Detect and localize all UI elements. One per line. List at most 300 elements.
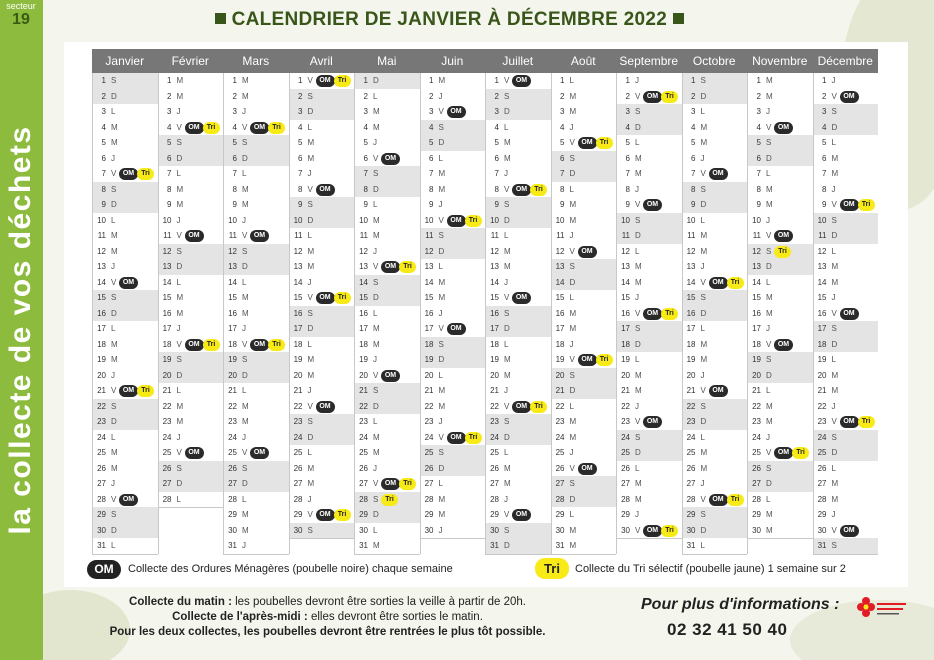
weekday-letter: M bbox=[700, 339, 708, 349]
weekday-letter: D bbox=[766, 479, 772, 488]
day-row bbox=[485, 430, 551, 447]
om-badge: OM bbox=[250, 122, 269, 134]
weekday-letter: M bbox=[831, 494, 839, 504]
weekday-letter: D bbox=[373, 184, 379, 194]
weekday-letter: L bbox=[373, 91, 378, 101]
day-number: 11 bbox=[163, 231, 172, 240]
day-row bbox=[747, 244, 813, 261]
weekday-letter: M bbox=[373, 324, 380, 333]
day-row bbox=[747, 275, 813, 292]
weekday-letter: M bbox=[700, 231, 708, 240]
day-number: 1 bbox=[625, 76, 630, 85]
weekday-letter: J bbox=[242, 215, 246, 225]
day-number: 21 bbox=[97, 386, 106, 395]
day-row bbox=[747, 321, 813, 338]
day-number: 15 bbox=[424, 293, 434, 302]
day-row bbox=[354, 492, 420, 509]
tri-badge: Tri bbox=[661, 525, 678, 537]
day-row bbox=[420, 73, 486, 90]
day-row bbox=[158, 259, 224, 276]
day-row bbox=[747, 89, 813, 106]
weekday-letter: L bbox=[111, 541, 116, 550]
day-number: 1 bbox=[167, 76, 172, 85]
day-row bbox=[223, 507, 289, 524]
weekday-letter: V bbox=[438, 324, 444, 333]
day-row bbox=[158, 476, 224, 493]
day-number: 25 bbox=[752, 448, 761, 457]
weekday-letter: M bbox=[766, 184, 773, 194]
day-row bbox=[223, 430, 289, 447]
tri-badge: Tri bbox=[530, 184, 547, 196]
day-number: 21 bbox=[293, 386, 303, 395]
weekday-letter: L bbox=[831, 355, 836, 364]
weekday-letter: D bbox=[700, 200, 707, 209]
day-row bbox=[92, 430, 158, 447]
day-number: 21 bbox=[686, 386, 696, 395]
weekday-letter: D bbox=[307, 107, 314, 116]
day-number: 7 bbox=[363, 169, 368, 178]
day-number: 1 bbox=[101, 76, 106, 85]
day-number: 11 bbox=[818, 231, 827, 240]
weekday-letter: M bbox=[831, 169, 839, 178]
tri-badge: Tri bbox=[334, 509, 351, 521]
weekday-letter: J bbox=[766, 324, 770, 333]
day-number: 13 bbox=[162, 262, 172, 271]
weekday-letter: J bbox=[504, 169, 508, 178]
day-number: 5 bbox=[494, 138, 499, 147]
weekday-letter: M bbox=[242, 91, 249, 101]
day-number: 5 bbox=[363, 138, 368, 147]
day-row bbox=[682, 166, 748, 183]
day-number: 21 bbox=[490, 386, 499, 395]
day-number: 13 bbox=[228, 262, 237, 271]
day-row bbox=[813, 476, 879, 493]
day-row bbox=[813, 352, 879, 369]
weekday-letter: L bbox=[307, 448, 312, 457]
weekday-letter: M bbox=[438, 277, 446, 287]
weekday-letter: J bbox=[111, 262, 115, 271]
title-text: CALENDRIER DE JANVIER À DÉCEMBRE 2022 bbox=[231, 9, 668, 30]
day-number: 28 bbox=[490, 494, 499, 504]
om-badge: OM bbox=[643, 308, 662, 320]
weekday-letter: D bbox=[569, 277, 576, 287]
day-number: 15 bbox=[686, 293, 696, 302]
weekday-letter: J bbox=[438, 91, 443, 101]
weekday-letter: S bbox=[700, 184, 706, 194]
day-number: 12 bbox=[97, 246, 106, 256]
day-row bbox=[223, 73, 289, 90]
day-row bbox=[682, 120, 748, 137]
weekday-letter: V bbox=[373, 153, 379, 163]
om-badge: OM bbox=[774, 339, 793, 351]
day-number: 9 bbox=[167, 200, 172, 209]
day-row bbox=[616, 275, 682, 292]
day-row bbox=[813, 182, 879, 199]
day-row bbox=[747, 182, 813, 199]
day-number: 27 bbox=[817, 479, 827, 488]
day-row bbox=[420, 166, 486, 183]
weekday-letter: J bbox=[831, 76, 836, 85]
om-badge: OM bbox=[250, 339, 269, 351]
day-row bbox=[485, 445, 551, 462]
day-row bbox=[682, 507, 748, 524]
day-row bbox=[682, 430, 748, 447]
weekday-letter: M bbox=[176, 76, 184, 85]
weekday-letter: V bbox=[438, 107, 444, 116]
day-number: 5 bbox=[429, 138, 434, 147]
tri-legend-text: Collecte du Tri sélectif (poubelle jaune) 1 semaine sur 2 bbox=[575, 563, 846, 575]
day-number: 2 bbox=[232, 91, 237, 101]
day-number: 30 bbox=[752, 525, 761, 535]
column-separator bbox=[485, 73, 486, 554]
day-row bbox=[616, 89, 682, 106]
weekday-letter: M bbox=[504, 463, 511, 473]
day-number: 3 bbox=[232, 107, 237, 116]
weekday-letter: M bbox=[766, 293, 773, 302]
weekday-letter: L bbox=[700, 541, 705, 550]
weekday-letter: L bbox=[831, 138, 836, 147]
day-row bbox=[485, 197, 551, 214]
day-number: 2 bbox=[625, 91, 630, 101]
day-row bbox=[420, 244, 486, 261]
day-row bbox=[551, 383, 617, 400]
day-row bbox=[616, 213, 682, 230]
day-number: 25 bbox=[424, 448, 434, 457]
day-row bbox=[682, 197, 748, 214]
day-number: 1 bbox=[363, 76, 368, 85]
weekday-letter: D bbox=[438, 355, 445, 364]
weekday-letter: L bbox=[176, 277, 181, 287]
day-row bbox=[747, 476, 813, 493]
day-row bbox=[158, 399, 224, 416]
day-row bbox=[354, 197, 420, 214]
day-number: 25 bbox=[97, 448, 106, 457]
weekday-letter: M bbox=[504, 246, 511, 256]
weekday-letter: D bbox=[373, 76, 379, 85]
weekday-letter: L bbox=[176, 386, 181, 395]
day-number: 23 bbox=[359, 417, 368, 426]
day-row bbox=[92, 352, 158, 369]
day-row bbox=[92, 476, 158, 493]
day-row bbox=[420, 104, 486, 121]
day-row bbox=[551, 244, 617, 261]
day-number: 27 bbox=[621, 479, 630, 488]
weekday-letter: S bbox=[438, 448, 444, 457]
day-row bbox=[616, 228, 682, 245]
day-number: 30 bbox=[97, 525, 106, 535]
weekday-letter: V bbox=[569, 138, 575, 147]
weekday-letter: V bbox=[766, 339, 772, 349]
om-badge: OM bbox=[709, 168, 728, 180]
day-row bbox=[354, 306, 420, 323]
day-number: 15 bbox=[555, 293, 565, 302]
day-number: 29 bbox=[424, 510, 434, 519]
day-row bbox=[289, 228, 355, 245]
day-row bbox=[354, 135, 420, 152]
day-number: 22 bbox=[555, 401, 565, 411]
day-number: 12 bbox=[752, 246, 761, 256]
tri-badge: Tri bbox=[137, 168, 154, 180]
weekday-letter: D bbox=[176, 262, 183, 271]
day-row bbox=[551, 476, 617, 493]
tri-badge: Tri bbox=[774, 246, 791, 258]
om-badge: OM bbox=[840, 416, 859, 428]
day-number: 17 bbox=[752, 324, 761, 333]
weekday-letter: S bbox=[569, 153, 575, 163]
weekday-letter: D bbox=[111, 525, 117, 535]
weekday-letter: J bbox=[242, 432, 246, 442]
day-row bbox=[354, 259, 420, 276]
day-row bbox=[682, 89, 748, 106]
month-header: Janvier bbox=[92, 49, 158, 73]
weekday-letter: M bbox=[766, 308, 773, 318]
weekday-letter: M bbox=[242, 525, 249, 535]
calendar-grid bbox=[92, 49, 878, 550]
weekday-letter: M bbox=[307, 153, 315, 163]
day-row bbox=[682, 182, 748, 199]
day-number: 12 bbox=[359, 246, 368, 256]
day-number: 8 bbox=[625, 184, 630, 194]
column-separator bbox=[551, 73, 552, 554]
day-row bbox=[289, 213, 355, 230]
weekday-letter: J bbox=[176, 107, 181, 116]
day-row bbox=[420, 197, 486, 214]
day-number: 15 bbox=[752, 293, 761, 302]
day-row bbox=[420, 476, 486, 493]
day-row bbox=[551, 445, 617, 462]
weekday-letter: M bbox=[766, 525, 773, 535]
day-number: 24 bbox=[752, 432, 761, 442]
day-number: 29 bbox=[752, 510, 761, 519]
weekday-letter: S bbox=[635, 215, 641, 225]
om-legend-icon: OM bbox=[87, 560, 121, 579]
day-row bbox=[747, 135, 813, 152]
day-number: 13 bbox=[293, 262, 303, 271]
day-row bbox=[92, 213, 158, 230]
day-number: 5 bbox=[822, 138, 827, 147]
weekday-letter: J bbox=[176, 432, 181, 442]
day-number: 18 bbox=[817, 339, 827, 349]
day-number: 9 bbox=[363, 200, 368, 209]
day-row bbox=[158, 275, 224, 292]
day-row bbox=[223, 275, 289, 292]
day-number: 30 bbox=[359, 525, 368, 535]
day-number: 12 bbox=[686, 246, 696, 256]
day-row bbox=[223, 383, 289, 400]
weekday-letter: L bbox=[373, 417, 378, 426]
weekday-letter: D bbox=[176, 479, 183, 488]
om-badge: OM bbox=[643, 199, 662, 211]
weekday-letter: D bbox=[700, 525, 707, 535]
weekday-letter: J bbox=[635, 293, 639, 302]
day-row bbox=[551, 151, 617, 168]
weekday-letter: S bbox=[766, 246, 772, 256]
note-afternoon bbox=[60, 611, 595, 623]
day-row bbox=[223, 306, 289, 323]
day-number: 22 bbox=[359, 401, 368, 411]
day-row bbox=[747, 352, 813, 369]
day-row bbox=[289, 89, 355, 106]
om-badge: OM bbox=[709, 494, 728, 506]
weekday-letter: S bbox=[504, 91, 510, 101]
day-number: 30 bbox=[621, 525, 630, 535]
day-number: 7 bbox=[691, 169, 696, 178]
day-row bbox=[616, 461, 682, 478]
day-number: 9 bbox=[298, 200, 303, 209]
day-row bbox=[354, 352, 420, 369]
om-badge: OM bbox=[119, 385, 138, 397]
weekday-letter: J bbox=[635, 401, 639, 411]
weekday-letter: S bbox=[700, 76, 706, 85]
weekday-letter: L bbox=[766, 277, 771, 287]
day-number: 16 bbox=[686, 308, 696, 318]
day-row bbox=[682, 275, 748, 292]
title-square-left bbox=[215, 13, 226, 24]
day-number: 7 bbox=[429, 169, 434, 178]
day-number: 3 bbox=[101, 107, 106, 116]
day-row bbox=[420, 337, 486, 354]
om-badge: OM bbox=[185, 122, 204, 134]
om-badge: OM bbox=[119, 277, 138, 289]
weekday-letter: M bbox=[176, 417, 184, 426]
column-separator bbox=[354, 73, 355, 554]
day-number: 5 bbox=[167, 138, 172, 147]
day-row bbox=[813, 461, 879, 478]
day-number: 13 bbox=[424, 262, 434, 271]
day-number: 14 bbox=[97, 277, 106, 287]
weekday-letter: S bbox=[766, 355, 772, 364]
day-row bbox=[92, 321, 158, 338]
day-row bbox=[354, 445, 420, 462]
day-number: 22 bbox=[228, 401, 237, 411]
day-number: 3 bbox=[167, 107, 172, 116]
day-number: 23 bbox=[293, 417, 303, 426]
weekday-letter: M bbox=[438, 169, 446, 178]
weekday-letter: L bbox=[438, 370, 443, 380]
day-row bbox=[158, 290, 224, 307]
day-row bbox=[289, 182, 355, 199]
day-row bbox=[813, 290, 879, 307]
day-row bbox=[223, 523, 289, 540]
day-number: 17 bbox=[293, 324, 303, 333]
day-row bbox=[289, 120, 355, 137]
day-row bbox=[92, 337, 158, 354]
month-header: Juillet bbox=[485, 49, 551, 73]
day-number: 16 bbox=[490, 308, 499, 318]
day-number: 5 bbox=[625, 138, 630, 147]
day-row bbox=[616, 73, 682, 90]
day-number: 23 bbox=[817, 417, 827, 426]
weekday-letter: M bbox=[373, 107, 380, 116]
day-row bbox=[289, 321, 355, 338]
weekday-letter: D bbox=[307, 215, 314, 225]
weekday-letter: S bbox=[373, 169, 379, 178]
day-number: 11 bbox=[687, 231, 696, 240]
day-row bbox=[747, 523, 813, 540]
day-number: 16 bbox=[162, 308, 172, 318]
day-row bbox=[158, 492, 224, 509]
day-row bbox=[485, 337, 551, 354]
weekday-letter: M bbox=[831, 370, 839, 380]
weekday-letter: M bbox=[831, 386, 839, 395]
weekday-letter: D bbox=[635, 448, 641, 457]
om-badge: OM bbox=[512, 509, 531, 521]
day-number: 26 bbox=[621, 463, 630, 473]
om-badge: OM bbox=[447, 215, 466, 227]
day-number: 27 bbox=[424, 479, 434, 488]
day-row bbox=[223, 197, 289, 214]
day-row bbox=[289, 445, 355, 462]
weekday-letter: J bbox=[700, 370, 705, 380]
day-number: 4 bbox=[429, 122, 434, 132]
day-number: 19 bbox=[162, 355, 172, 364]
day-row bbox=[616, 476, 682, 493]
weekday-letter: M bbox=[242, 184, 249, 194]
day-number: 25 bbox=[228, 448, 237, 457]
weekday-letter: V bbox=[242, 339, 248, 349]
weekday-letter: J bbox=[504, 277, 508, 287]
weekday-letter: M bbox=[635, 494, 642, 504]
day-row bbox=[485, 151, 551, 168]
day-row bbox=[616, 430, 682, 447]
day-number: 27 bbox=[490, 479, 499, 488]
weekday-letter: M bbox=[569, 215, 577, 225]
day-row bbox=[747, 73, 813, 90]
day-row bbox=[92, 166, 158, 183]
day-number: 9 bbox=[101, 200, 106, 209]
day-row bbox=[354, 73, 420, 90]
day-number: 17 bbox=[228, 324, 237, 333]
day-row bbox=[485, 228, 551, 245]
day-number: 19 bbox=[424, 355, 434, 364]
day-number: 18 bbox=[752, 339, 761, 349]
tri-badge: Tri bbox=[465, 432, 482, 444]
weekday-letter: S bbox=[504, 308, 510, 318]
day-row bbox=[354, 321, 420, 338]
column-separator bbox=[289, 73, 290, 554]
day-number: 2 bbox=[363, 91, 368, 101]
month-header: Août bbox=[551, 49, 617, 73]
day-row bbox=[747, 368, 813, 385]
day-row bbox=[158, 89, 224, 106]
weekday-letter: S bbox=[373, 494, 379, 504]
day-number: 8 bbox=[101, 184, 106, 194]
day-number: 22 bbox=[424, 401, 434, 411]
tri-badge: Tri bbox=[334, 75, 351, 87]
day-row bbox=[551, 104, 617, 121]
day-number: 20 bbox=[424, 370, 434, 380]
weekday-letter: S bbox=[700, 293, 706, 302]
note-afternoon-text: elles devront être sorties le matin. bbox=[307, 611, 483, 623]
weekday-letter: D bbox=[635, 231, 641, 240]
weekday-letter: S bbox=[176, 246, 182, 256]
weekday-letter: V bbox=[176, 448, 182, 457]
day-number: 29 bbox=[490, 510, 499, 519]
day-number: 14 bbox=[555, 277, 565, 287]
weekday-letter: V bbox=[307, 76, 313, 85]
weekday-letter: L bbox=[176, 169, 181, 178]
day-row bbox=[485, 352, 551, 369]
day-row bbox=[223, 538, 289, 555]
day-row bbox=[420, 507, 486, 524]
day-number: 1 bbox=[756, 76, 761, 85]
weekday-letter: D bbox=[307, 324, 314, 333]
day-row bbox=[420, 383, 486, 400]
day-row bbox=[420, 120, 486, 137]
weekday-letter: V bbox=[766, 448, 772, 457]
day-row bbox=[420, 352, 486, 369]
day-row bbox=[616, 523, 682, 540]
